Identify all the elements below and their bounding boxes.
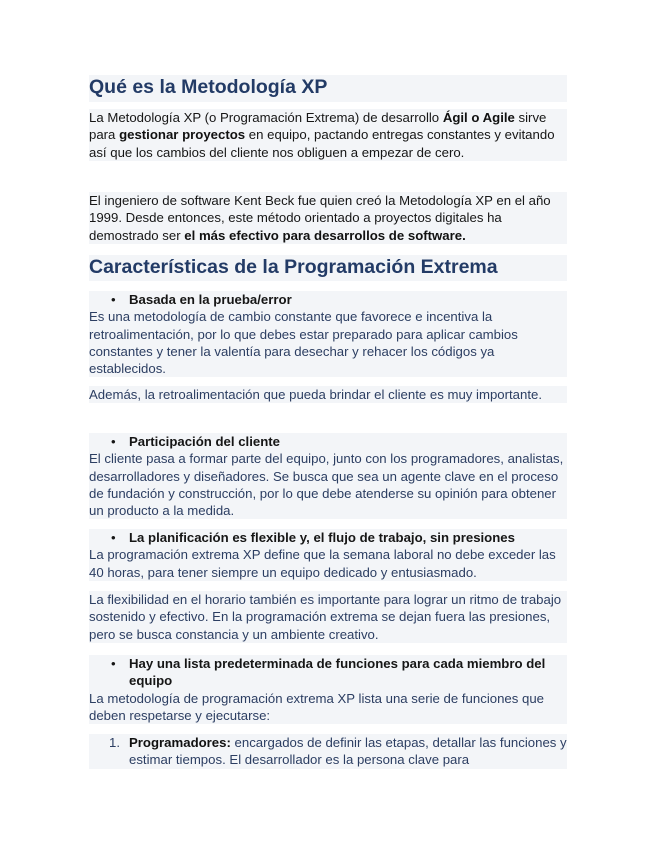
feature-section-2 xyxy=(89,433,567,519)
intro-bold-gestionar: gestionar proyectos xyxy=(119,127,246,143)
feature-paragraph: El cliente pasa a formar parte del equipo, junto con los programadores, analistas, desarrolladores y diseñadores. Se busca que sea un agente clave en el proceso de fundación y construcción, por lo que debe atenderse su opinión para obtener un producto a la medida. xyxy=(89,451,564,519)
feature-title-text: Basada en la prueba/error xyxy=(129,292,292,307)
feature-section-3-extra xyxy=(89,591,567,643)
feature-title-1 xyxy=(89,291,567,308)
feature-section-3 xyxy=(89,529,567,581)
title-block xyxy=(89,75,567,102)
feature-title-2 xyxy=(89,433,567,450)
section-heading-block xyxy=(89,255,567,281)
list-number: 1. xyxy=(109,735,120,750)
intro-block-2 xyxy=(89,192,567,244)
feature-paragraph: La flexibilidad en el horario también es importante para lograr un ritmo de trabajo sostenido y efectivo. En la programación extrema se dejan fuera las presiones, pero se busca constancia y un ambiente creativo. xyxy=(89,592,562,642)
feature-title-4 xyxy=(89,655,567,690)
section-heading: Características de la Programación Extrema xyxy=(89,256,498,278)
ordered-list-item xyxy=(89,734,567,769)
bullet-icon: • xyxy=(111,434,116,449)
feature-paragraph: La programación extrema XP define que la semana laboral no debe exceder las 40 horas, para tener siempre un equipo dedicado y entusiasmado. xyxy=(89,547,556,580)
feature-paragraph: La metodología de programación extrema XP lista una serie de funciones que deben respetarse y ejecutarse: xyxy=(89,690,545,723)
intro-text: en equipo, pactando entregas constantes y evitando así que los cambios del cliente nos obliguen a empezar de cero. xyxy=(89,127,555,160)
bullet-icon: • xyxy=(111,656,116,671)
intro-block-1 xyxy=(89,109,567,161)
intro-bold-agile: Ágil o Agile xyxy=(442,110,515,125)
feature-section-1-extra xyxy=(89,386,567,403)
feature-section-1 xyxy=(89,291,567,377)
intro-text: El ingeniero de software Kent Beck fue quien creó la Metodología XP en el año 1999. Desde entonces, este método orientado a proyectos digitales ha demostrado ser xyxy=(89,193,551,243)
ordered-list xyxy=(89,734,567,769)
feature-title-text: La planificación es flexible y, el flujo de trabajo, sin presiones xyxy=(129,530,515,545)
feature-title-text: Participación del cliente xyxy=(129,434,280,449)
feature-section-4 xyxy=(89,655,567,724)
list-item-label: Programadores: xyxy=(129,735,231,750)
page-title: Qué es la Metodología XP xyxy=(89,76,328,98)
feature-title-text: Hay una lista predeterminada de funciones para cada miembro del equipo xyxy=(129,656,546,689)
intro-bold-efectivo: el más efectivo para desarrollos de software. xyxy=(184,227,466,243)
intro-paragraph-1 xyxy=(89,109,567,161)
intro-text: sirve para xyxy=(89,110,547,143)
bullet-icon: • xyxy=(111,292,116,307)
feature-paragraph: Además, la retroalimentación que pueda brindar el cliente es muy importante. xyxy=(89,387,543,402)
feature-title-3 xyxy=(89,529,567,546)
intro-paragraph-2 xyxy=(89,192,567,244)
list-item-text: encargados de definir las etapas, detallar las funciones y estimar tiempos. El desarrollador es la persona clave para xyxy=(129,735,567,768)
feature-paragraph: Es una metodología de cambio constante que favorece e incentiva la retroalimentación, por lo que debes estar preparado para aplicar cambios constantes y tener la valentía para desechar y rehacer los códigos ya establecidos. xyxy=(89,309,518,377)
intro-text: La Metodología XP (o Programación Extrema) de desarrollo xyxy=(89,110,443,125)
bullet-icon: • xyxy=(111,530,116,545)
